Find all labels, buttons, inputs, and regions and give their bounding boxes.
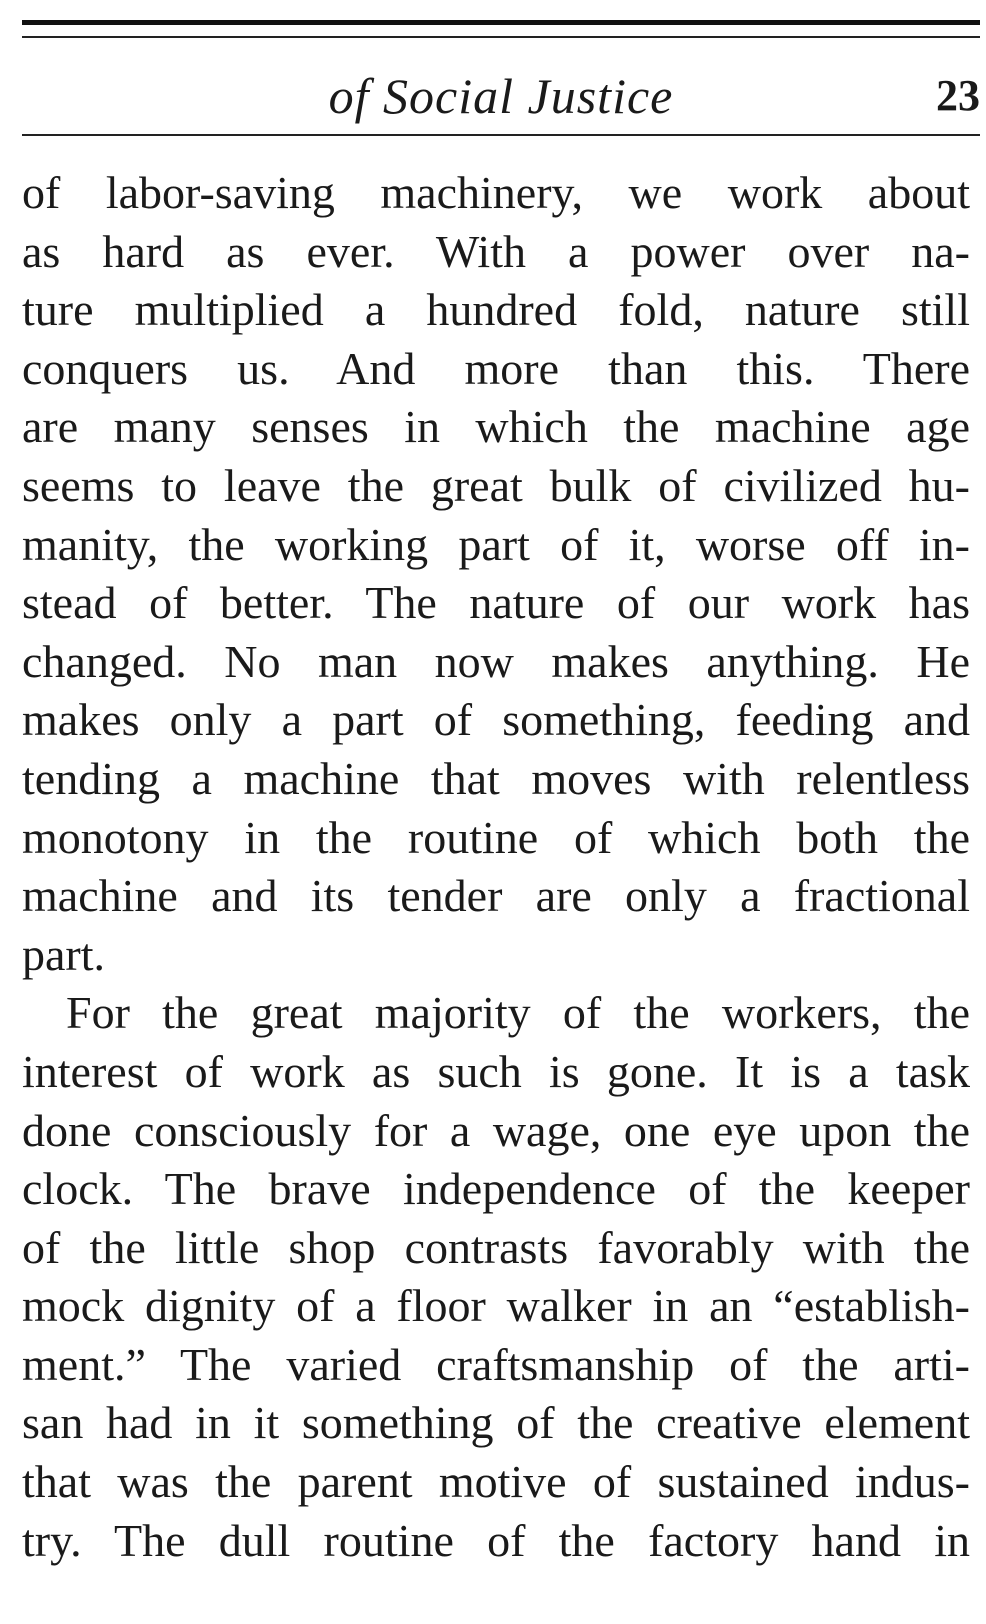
- text-line: done consciously for a wage, one eye upon the: [22, 1104, 970, 1156]
- header-rule-thick: [22, 20, 980, 25]
- text-line: changed. No man now makes anything. He: [22, 635, 970, 687]
- text-line: of the little shop contrasts favorably with the: [22, 1221, 970, 1273]
- running-head: [22, 64, 980, 128]
- text-line: interest of work as such is gone. It is a task: [22, 1045, 970, 1097]
- text-line: ture multiplied a hundred fold, nature still: [22, 284, 970, 336]
- text-line: monotony in the routine of which both the: [22, 811, 970, 863]
- text-line: manity, the working part of it, worse off in-: [22, 518, 970, 570]
- text-line: machine and its tender are only a fractional: [22, 870, 970, 922]
- text-line: clock. The brave independence of the keeper: [22, 1163, 970, 1215]
- text-line: as hard as ever. With a power over na-: [22, 225, 970, 277]
- text-line: seems to leave the great bulk of civilized hu-: [22, 459, 970, 511]
- text-line: conquers us. And more than this. There: [22, 342, 970, 394]
- text-line: ment.” The varied craftsmanship of the arti-: [22, 1338, 970, 1390]
- body-text: [22, 164, 970, 1570]
- text-line: try. The dull routine of the factory hand in: [22, 1514, 970, 1566]
- text-line: are many senses in which the machine age: [22, 401, 970, 453]
- text-line: stead of better. The nature of our work has: [22, 577, 970, 629]
- running-title: of Social Justice: [328, 68, 674, 124]
- header-rule-bottom: [22, 134, 980, 136]
- text-line: san had in it something of the creative element: [22, 1397, 970, 1449]
- text-line: mock dignity of a floor walker in an “establish-: [22, 1280, 970, 1332]
- text-line: of labor-saving machinery, we work about: [22, 167, 970, 218]
- text-line: For the great majority of the workers, the: [66, 987, 970, 1039]
- text-line: that was the parent motive of sustained indus-: [22, 1456, 970, 1508]
- text-line: makes only a part of something, feeding and: [22, 694, 970, 746]
- page-number: 23: [936, 71, 980, 120]
- text-line: tending a machine that moves with relentless: [22, 752, 970, 804]
- text-line: part.: [22, 928, 106, 980]
- header-rule-thin: [22, 36, 980, 38]
